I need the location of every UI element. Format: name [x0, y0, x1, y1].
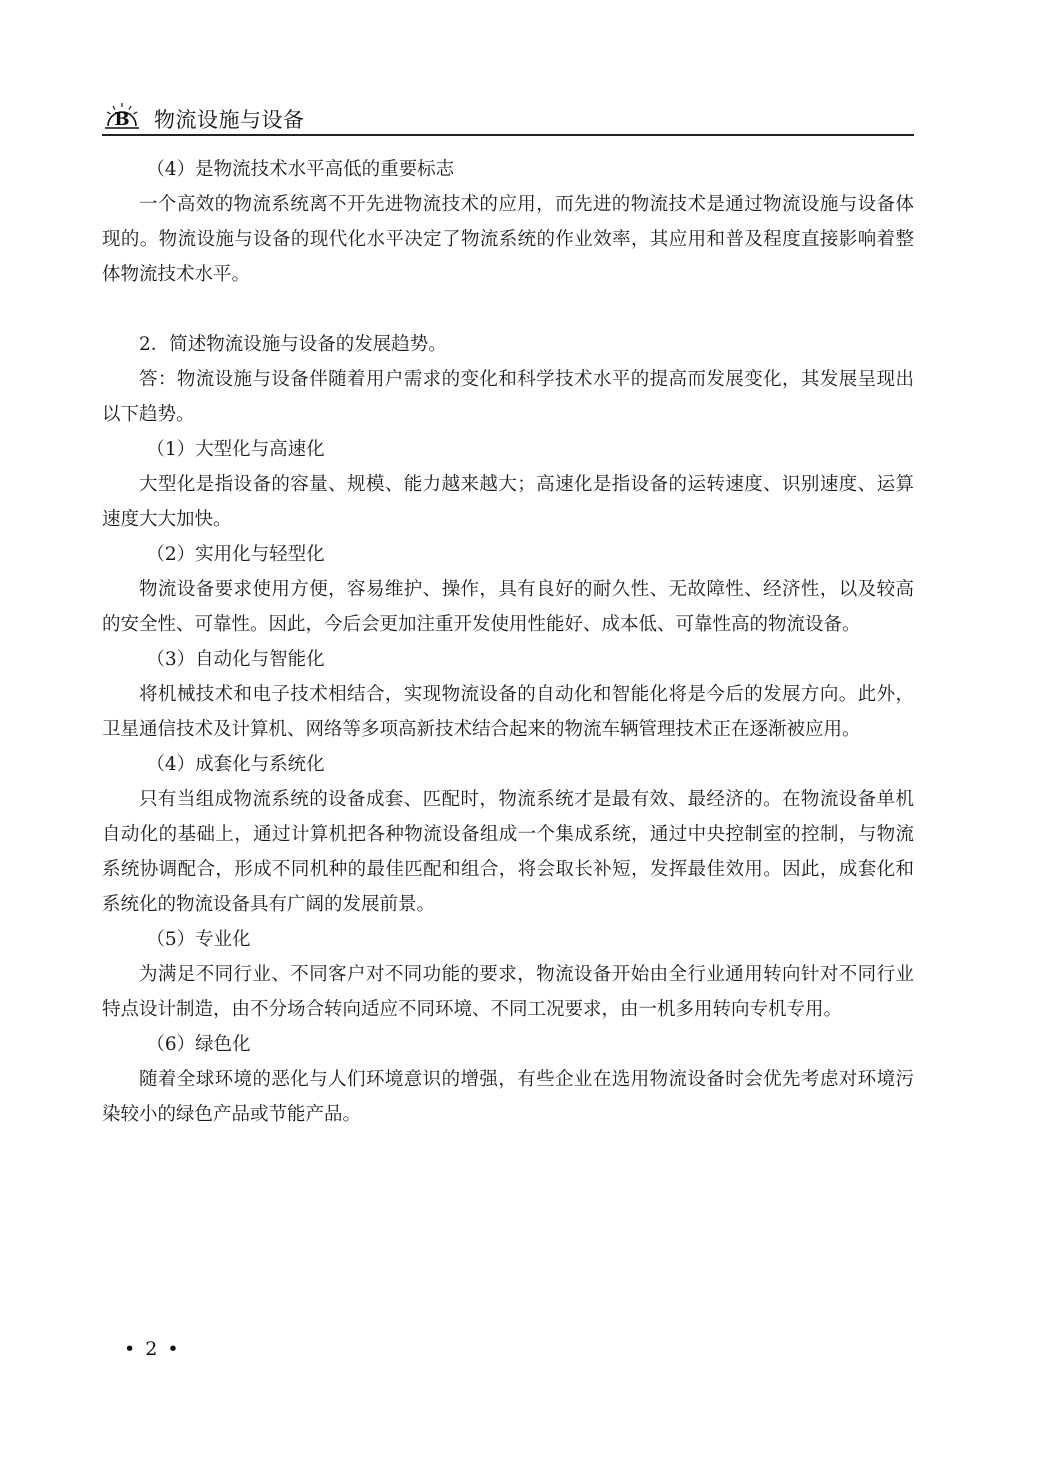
section-heading: （2）实用化与轻型化 — [146, 544, 325, 565]
paragraph: 物流设备要求使用方便，容易维护、操作，具有良好的耐久性、无故障性、经济性，以及较高的安全性、可靠性。因此，今后会更加注重开发使用性能好、成本低、可靠性高的物流设备。 — [102, 579, 914, 635]
header-divider — [102, 134, 914, 136]
paragraph: 将机械技术和电子技术相结合，实现物流设备的自动化和智能化将是今后的发展方向。此外，卫星通信技术及计算机、网络等多项高新技术结合起来的物流车辆管理技术正在逐渐被应用。 — [102, 684, 914, 740]
section-heading: （4）成套化与系统化 — [146, 754, 325, 775]
page-header — [102, 100, 914, 134]
section-heading: （5）专业化 — [146, 929, 251, 950]
paragraph: 大型化是指设备的容量、规模、能力越来越大；高速化是指设备的运转速度、识别速度、运算速度大大加快。 — [102, 474, 914, 530]
answer-intro: 答：物流设施与设备伴随着用户需求的变化和科学技术水平的提高而发展变化，其发展呈现出以下趋势。 — [102, 369, 914, 425]
spacer — [102, 292, 914, 327]
paragraph: 一个高效的物流系统离不开先进物流技术的应用，而先进的物流技术是通过物流设施与设备体现的。物流设施与设备的现代化水平决定了物流系统的作业效率，其应用和普及程度直接影响着整体物流技术水平。 — [102, 194, 914, 285]
section-heading: （4）是物流技术水平高低的重要标志 — [146, 159, 455, 180]
logo-letter: B — [114, 109, 130, 130]
question: 2．简述物流设施与设备的发展趋势。 — [139, 334, 447, 355]
section-heading: （6）绿色化 — [146, 1034, 251, 1055]
publisher-logo-icon — [102, 100, 142, 132]
page-number: • 2 • — [124, 1338, 181, 1360]
paragraph: 随着全球环境的恶化与人们环境意识的增强，有些企业在选用物流设备时会优先考虑对环境污染较小的绿色产品或节能产品。 — [102, 1069, 914, 1125]
section-heading: （3）自动化与智能化 — [146, 649, 325, 670]
paragraph: 只有当组成物流系统的设备成套、匹配时，物流系统才是最有效、最经济的。在物流设备单机自动化的基础上，通过计算机把各种物流设备组成一个集成系统，通过中央控制室的控制，与物流系统协调配合，形成不同机种的最佳匹配和组合，将会取长补短，发挥最佳效用。因此，成套化和系统化的物流设备具有广阔的发展前景。 — [102, 789, 914, 915]
paragraph: 为满足不同行业、不同客户对不同功能的要求，物流设备开始由全行业通用转向针对不同行业特点设计制造，由不分场合转向适应不同环境、不同工况要求，由一机多用转向专机专用。 — [102, 964, 914, 1020]
page-body — [102, 152, 914, 1132]
book-title: 物流设施与设备 — [154, 108, 305, 132]
section-heading: （1）大型化与高速化 — [146, 439, 325, 460]
